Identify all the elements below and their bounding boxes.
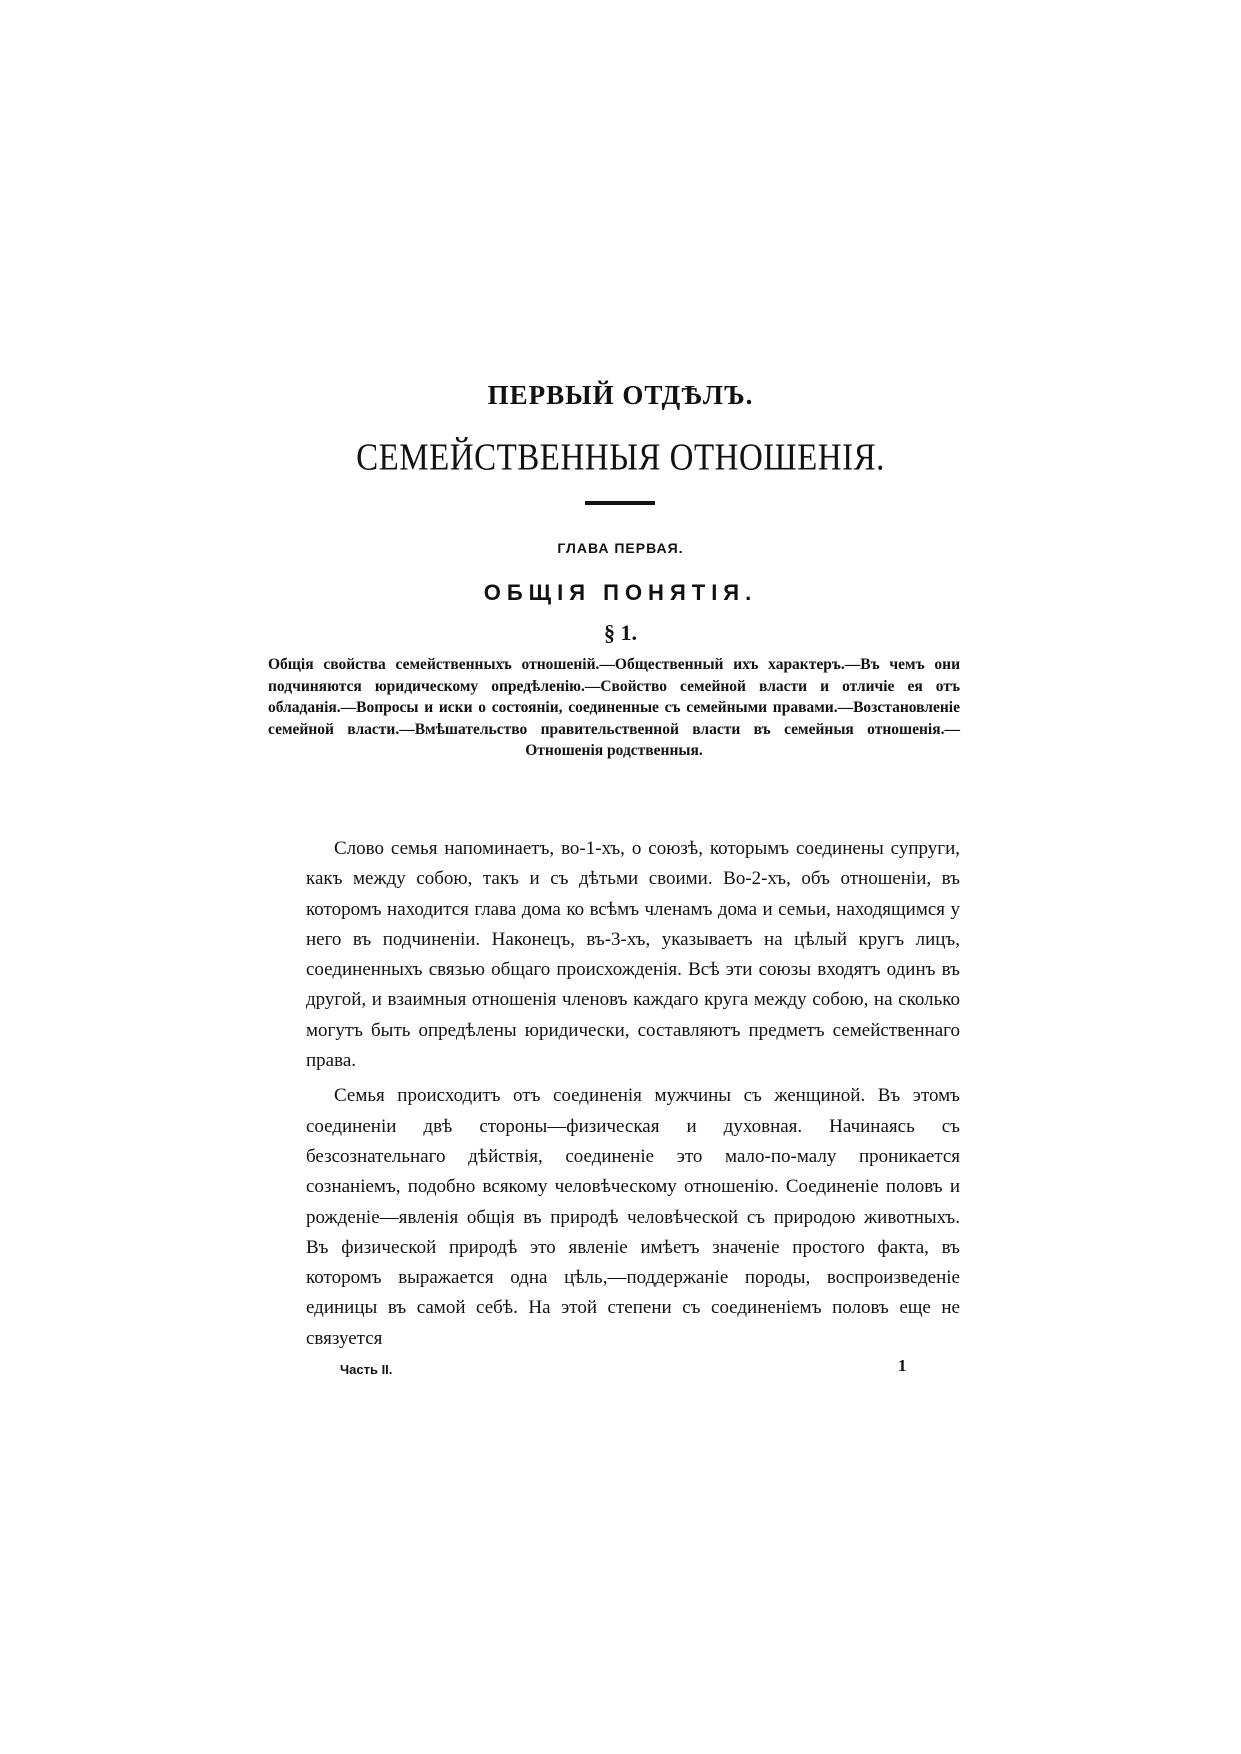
title-divider — [585, 501, 655, 505]
body-paragraph-2: Семья происходитъ отъ соединенія мужчины съ женщиной. Въ этомъ соединеніи двѣ стороны—физическая и духовная. Начинаясь съ безсознательнаго дѣйствія, соединеніе это мало-по-малу проникается сознаніемъ, подобно всякому человѣческому отношенію. Соединеніе половъ и рожденіе—явленія общія въ природѣ человѣческой съ природою животныхъ. Въ физической природѣ это явленіе имѣетъ значеніе простого факта, въ которомъ выражается одна цѣль,—поддержаніе породы, воспроизведеніе единицы въ самой себѣ. На этой степени съ соединеніемъ половъ еще не связуется — [306, 1085, 960, 1349]
body-text — [306, 834, 960, 1354]
chapter-label: ГЛАВА ПЕРВАЯ. — [557, 540, 684, 556]
paragraph-mark: § 1. — [604, 620, 637, 645]
chapter-title: ОБЩІЯ ПОНЯТІЯ. — [483, 580, 758, 605]
chapter-summary: Общія свойства семейственныхъ отношеній.—Общественный ихъ характеръ.—Въ чемъ они подчиняются юридическому опредѣленію.—Свойство семейной власти и отличіе ея отъ обладанія.—Вопросы и иски о состояніи, соединенные съ семейными правами.—Возстановленіе семейной власти.—Вмѣшательство правительственной власти въ семейныя отношенія.—Отношенія родственныя. — [268, 656, 960, 759]
sheet-number: 1 — [898, 1356, 907, 1375]
printer-signature: Часть II. — [340, 1362, 393, 1377]
section-title: СЕМЕЙСТВЕННЫЯ ОТНОШЕНІЯ. — [356, 437, 885, 479]
body-paragraph-1: Слово семья напоминаетъ, во-1-хъ, о союзѣ, которымъ соединены супруги, какъ между собою, такъ и съ дѣтьми своими. Во-2-хъ, объ отношеніи, въ которомъ находится глава дома ко всѣмъ членамъ дома и семьи, находящимся у него въ подчиненіи. Наконецъ, въ-3-хъ, указываетъ на цѣлый кругъ лицъ, соединенныхъ связью общаго происхожденія. Всѣ эти союзы входятъ одинъ въ другой, и взаимныя отношенія членовъ каждаго круга между собою, на сколько могутъ быть опредѣлены юридически, составляютъ предметъ семейственнаго права. — [306, 838, 960, 1072]
part-title: ПЕРВЫЙ ОТДѢЛЪ. — [487, 380, 754, 410]
